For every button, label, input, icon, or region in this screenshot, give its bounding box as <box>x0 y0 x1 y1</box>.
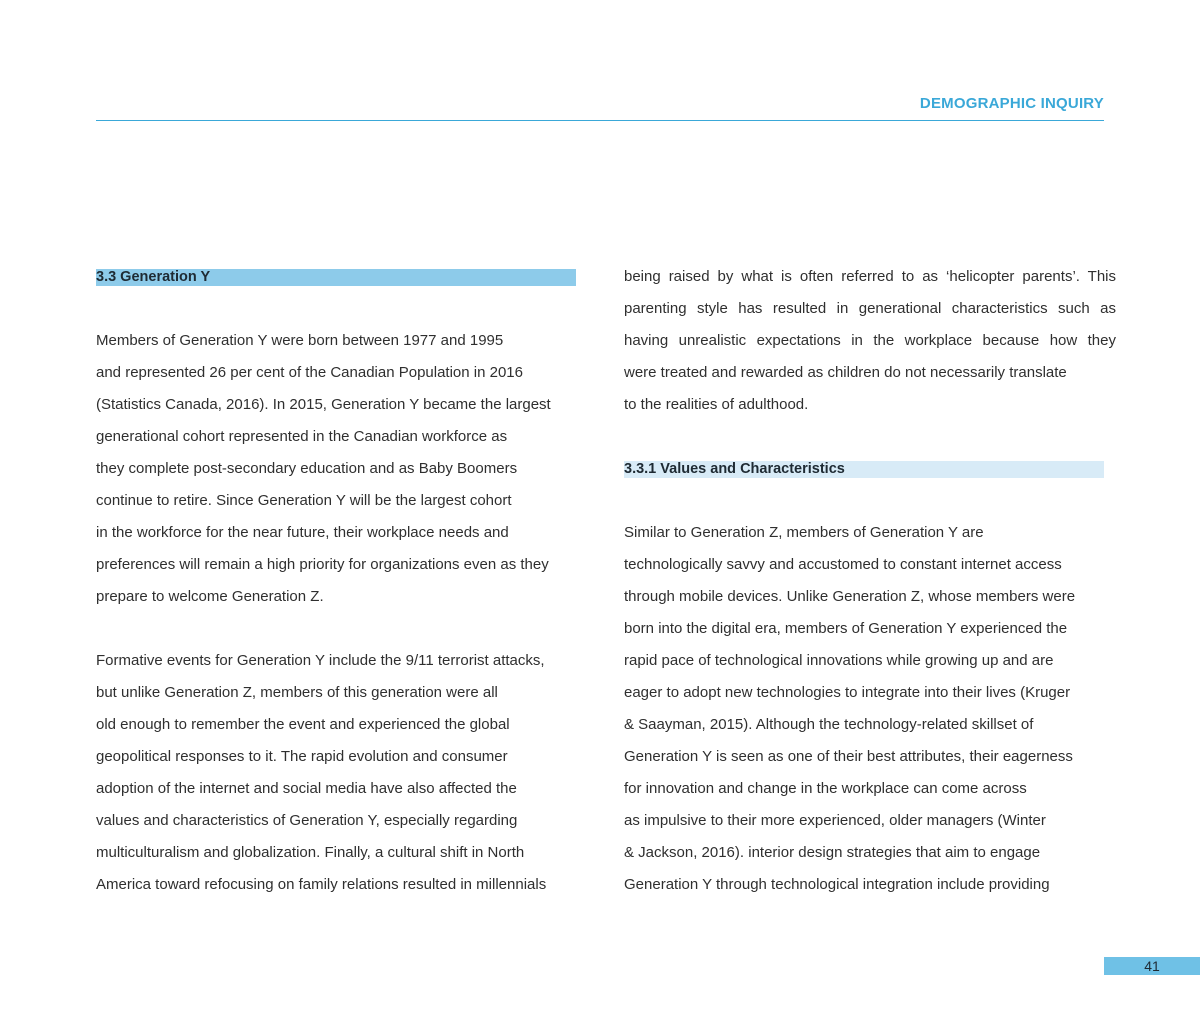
text-line: through mobile devices. Unlike Generation Z, whose members were <box>624 588 1076 605</box>
text-line: parenting style has resulted in generational characteristics such as <box>624 300 1116 317</box>
subsection-heading: 3.3.1 Values and Characteristics <box>624 461 1104 478</box>
text-line: technologically savvy and accustomed to constant internet access <box>624 556 1062 573</box>
text-line: to the realities of adulthood. <box>624 396 809 413</box>
text-line: rapid pace of technological innovations while growing up and are <box>624 652 1054 669</box>
text-line: generational cohort represented in the Canadian workforce as <box>96 428 508 445</box>
text-line: preferences will remain a high priority for organizations even as they <box>96 556 549 573</box>
text-line: (Statistics Canada, 2016). In 2015, Generation Y became the largest <box>96 396 551 413</box>
text-line: values and characteristics of Generation Y, especially regarding <box>96 812 518 829</box>
text-line: having unrealistic expectations in the workplace because how they <box>624 332 1116 349</box>
text-line: Similar to Generation Z, members of Generation Y are <box>624 524 984 541</box>
text-line: being raised by what is often referred to as ‘helicopter parents’. This <box>624 268 1116 285</box>
text-line: & Saayman, 2015). Although the technology-related skillset of <box>624 716 1034 733</box>
text-line: but unlike Generation Z, members of this generation were all <box>96 684 498 701</box>
text-line: old enough to remember the event and experienced the global <box>96 716 510 733</box>
text-line: & Jackson, 2016). interior design strategies that aim to engage <box>624 844 1041 861</box>
section-heading: 3.3 Generation Y <box>96 269 576 286</box>
paragraph-left-1 <box>96 325 551 613</box>
paragraph-right-1 <box>624 261 1116 421</box>
text-line: they complete post-secondary education and as Baby Boomers <box>96 460 518 477</box>
text-line: were treated and rewarded as children do not necessarily translate <box>624 364 1067 381</box>
text-line: born into the digital era, members of Generation Y experienced the <box>624 620 1068 637</box>
text-line: for innovation and change in the workplace can come across <box>624 780 1027 797</box>
text-line: prepare to welcome Generation Z. <box>96 588 324 605</box>
text-line: adoption of the internet and social media have also affected the <box>96 780 517 797</box>
text-line: as impulsive to their more experienced, older managers (Winter <box>624 812 1046 829</box>
text-line: Formative events for Generation Y include the 9/11 terrorist attacks, <box>96 652 545 669</box>
page-number: 41 <box>1104 957 1200 975</box>
header-rule <box>96 120 1104 121</box>
text-line: Members of Generation Y were born between 1977 and 1995 <box>96 332 504 349</box>
text-line: eager to adopt new technologies to integrate into their lives (Kruger <box>624 684 1071 701</box>
text-line: continue to retire. Since Generation Y will be the largest cohort <box>96 492 512 509</box>
text-line: America toward refocusing on family relations resulted in millennials <box>96 876 547 893</box>
text-line: and represented 26 per cent of the Canadian Population in 2016 <box>96 364 523 381</box>
running-header: DEMOGRAPHIC INQUIRY <box>919 95 1104 112</box>
text-line: geopolitical responses to it. The rapid evolution and consumer <box>96 748 508 765</box>
paragraph-right-2 <box>624 517 1075 901</box>
text-line: multiculturalism and globalization. Finally, a cultural shift in North <box>96 844 525 861</box>
text-line: Generation Y is seen as one of their best attributes, their eagerness <box>624 748 1073 765</box>
paragraph-left-2 <box>96 645 546 901</box>
text-line: in the workforce for the near future, their workplace needs and <box>96 524 509 541</box>
text-line: Generation Y through technological integration include providing <box>624 876 1050 893</box>
